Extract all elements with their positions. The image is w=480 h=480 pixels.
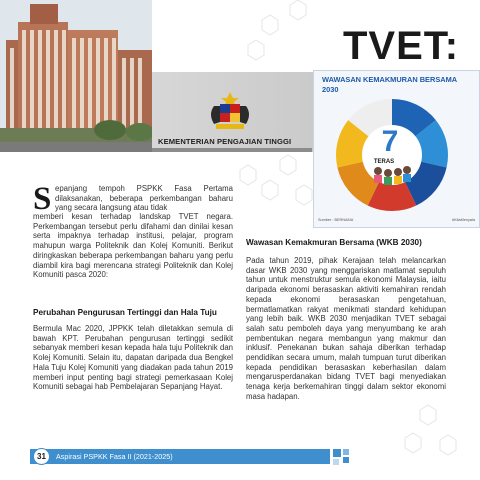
section-heading-wkb: Wawasan Kemakmuran Bersama (WKB 2030) bbox=[246, 238, 422, 247]
drop-cap: S bbox=[33, 181, 52, 217]
decor-square bbox=[333, 449, 341, 457]
poster-source: Sumber : BERNAMA bbox=[318, 218, 354, 222]
section-heading-management: Perubahan Pengurusan Tertinggi dan Hala Tuju bbox=[33, 308, 217, 317]
poster-hashtag: #KitaMenyala bbox=[451, 218, 475, 222]
banner-strip bbox=[152, 148, 312, 152]
teras-wheel-graphic bbox=[314, 93, 480, 219]
malaysia-crest-icon bbox=[204, 90, 256, 132]
page-number: 31 bbox=[33, 448, 50, 465]
decor-square bbox=[343, 449, 349, 455]
lead-paragraph-continued: memberi kesan terhadap landskap TVET negara. Perkembangan tersebut perlu difahami dan dinilai kesan serta impaknya terhadap institusi, pelajar, program mahupun warga Politeknik dan Kolej Komuniti. Berikut diringkaskan beberapa perkembangan baharu yang perlu diambil kira bagi merencana strategi Politeknik dan Kolej Komuniti pasca 2020: bbox=[33, 212, 233, 280]
decor-square bbox=[343, 457, 349, 463]
lead-paragraph: epanjang tempoh PSPKK Fasa Pertama dilaksanakan, beberapa perkembangan baharu yang secara langsung atau tidak bbox=[55, 184, 233, 213]
management-paragraph: Bermula Mac 2020, JPPKK telah diletakkan semula di bawah KPT. Perubahan pengurusan tertinggi sedikit sebanyak memberi kesan kepada hala tuju Politeknik dan Kolej Komuniti. Selain itu, dapatan daripada dua Bengkel Hala Tuju Kolej Komuniti yang diadakan pada tahun 2019 memberi input penting bagi strategi pemerkasaan Kolej Komuniti sebagai hab Pembelajaran Sepanjang Hayat. bbox=[33, 324, 233, 392]
poster-heading-year: 2030 bbox=[322, 85, 339, 94]
teras-number: 7 bbox=[381, 125, 399, 158]
footer-title: Aspirasi PSPKK Fasa II (2021-2025) bbox=[56, 452, 173, 461]
wkb-2030-poster bbox=[313, 70, 480, 228]
poster-heading: WAWASAN KEMAKMURAN BERSAMA bbox=[322, 75, 458, 84]
wkb-paragraph: Pada tahun 2019, pihak Kerajaan telah melancarkan dasar WKB 2030 yang menggariskan matlamat sepuluh tahun untuk menstruktur semula ekonomi Malaysia, iaitu daripada ekonomi berasaskan aktiviti kemahiran rendah kepada ekonomi berasaskan pengetahuan, bermatlamatkan rakyat menikmati standard kehidupan yang lebih baik. WKB 2030 menjadikan TVET sebagai salah satu pemboleh daya yang menyumbang ke arah pembentukan negara membangun yang makmur dan inklusif. Penekanan bukan sahaja diberikan terhadap pendidikan secara umum, malah tumpuan turut diberikan kepada pendidikan berasaskan keberhasilan dalam mengarusperdanakan bidang TVET bagi menyediakan tenaga kerja berkemahiran tinggi dalam sektor ekonomi masa hadapan. bbox=[246, 256, 446, 401]
building-photo bbox=[0, 0, 152, 152]
page-title: TVET: bbox=[343, 24, 460, 68]
teras-label: TERAS bbox=[373, 159, 395, 165]
ministry-name: KEMENTERIAN PENGAJIAN TINGGI bbox=[158, 137, 292, 146]
decor-square bbox=[333, 459, 339, 465]
